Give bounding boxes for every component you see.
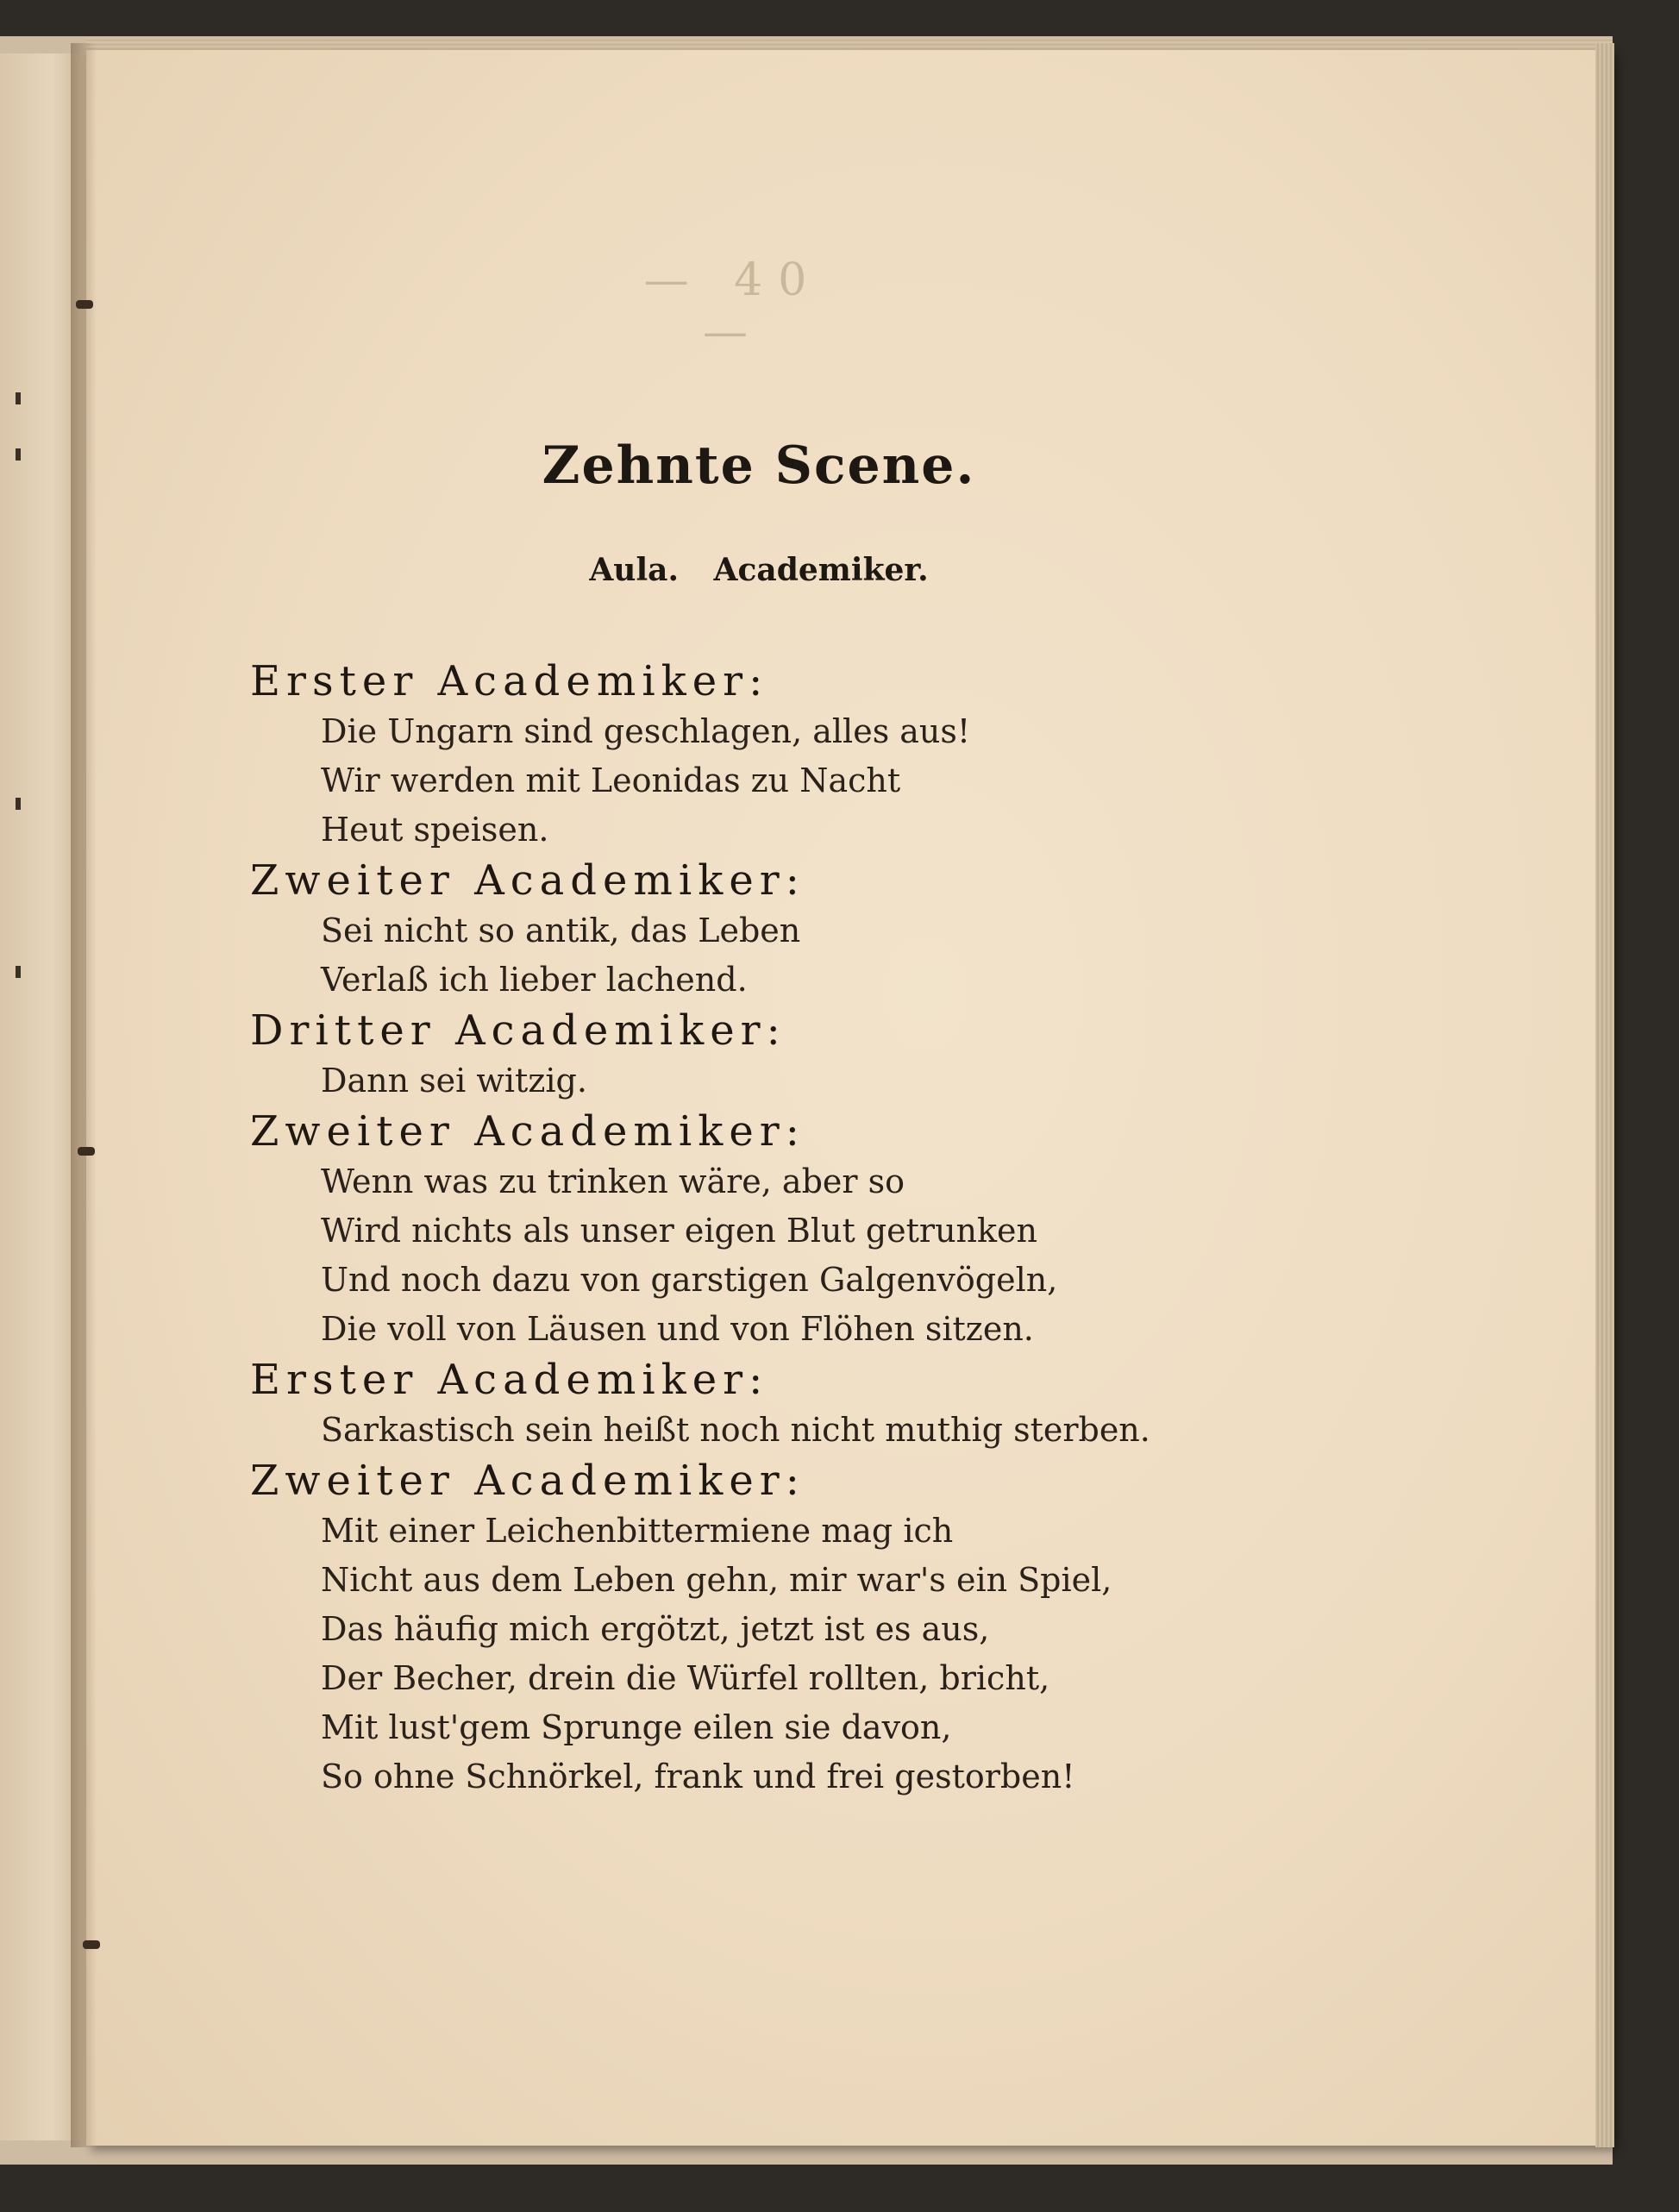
verse-line: Die Ungarn sind geschlagen, alles aus! — [321, 712, 971, 750]
dialogue-block — [250, 1354, 1544, 1455]
verse-line: Wenn was zu trinken wäre, aber so — [321, 1162, 905, 1200]
binding-nail — [76, 300, 93, 309]
speaker-name: Erster Academiker: — [250, 1356, 769, 1404]
bleed-mark — [16, 966, 21, 978]
verse-line: Wir werden mit Leonidas zu Nacht — [321, 761, 901, 799]
verse-line: Die voll von Läusen und von Flöhen sitzen. — [321, 1310, 1034, 1348]
verse-line: Sarkastisch sein heißt noch nicht muthig sterben. — [321, 1411, 1150, 1449]
binding-nail — [78, 1147, 95, 1156]
verse-line: Verlaß ich lieber lachend. — [321, 961, 748, 999]
speaker-name: Zweiter Academiker: — [250, 856, 805, 905]
speaker-name: Dritter Academiker: — [250, 1006, 786, 1055]
dialogue-block — [250, 1455, 1544, 1802]
verse-line: Heut speisen. — [321, 811, 549, 849]
verse-line: Und noch dazu von garstigen Galgenvögeln, — [321, 1261, 1058, 1299]
dialogue-block — [250, 1106, 1544, 1354]
dialogue-block — [250, 655, 1544, 855]
verse-line: Mit einer Leichenbittermiene mag ich — [321, 1512, 954, 1550]
binding-nail — [83, 1940, 100, 1949]
verse-line: Wird nichts als unser eigen Blut getrunken — [321, 1212, 1038, 1250]
speaker-name: Erster Academiker: — [250, 657, 769, 705]
page-right-edge — [1595, 43, 1614, 2147]
dialogue — [250, 655, 1544, 1802]
verse-line: Sei nicht so antik, das Leben — [321, 912, 801, 949]
bleed-mark — [16, 448, 21, 461]
stage-characters: Academiker. — [713, 552, 929, 588]
stage-location: Aula. — [589, 552, 679, 588]
verse-line: Mit lust'gem Sprunge eilen sie davon, — [321, 1708, 952, 1746]
verse-line: Das häufig mich ergötzt, jetzt ist es aus, — [321, 1610, 990, 1648]
stage-direction — [517, 552, 1000, 604]
bleed-mark — [16, 798, 21, 810]
book-gutter — [71, 43, 97, 2147]
bleed-mark — [16, 392, 21, 404]
scene-title: Zehnte Scene. — [542, 436, 976, 496]
verse-line: Nicht aus dem Leben gehn, mir war's ein Spiel, — [321, 1561, 1112, 1599]
speaker-name: Zweiter Academiker: — [250, 1107, 805, 1156]
dialogue-block — [250, 855, 1544, 1005]
dialogue-block — [250, 1005, 1544, 1106]
verse-line: Der Becher, drein die Würfel rollten, bricht, — [321, 1659, 1050, 1697]
page-number: — 40 — — [643, 254, 823, 358]
speaker-name: Zweiter Academiker: — [250, 1457, 805, 1505]
verse-line: Dann sei witzig. — [321, 1062, 587, 1100]
verse-line: So ohne Schnörkel, frank und frei gestorben! — [321, 1758, 1075, 1795]
